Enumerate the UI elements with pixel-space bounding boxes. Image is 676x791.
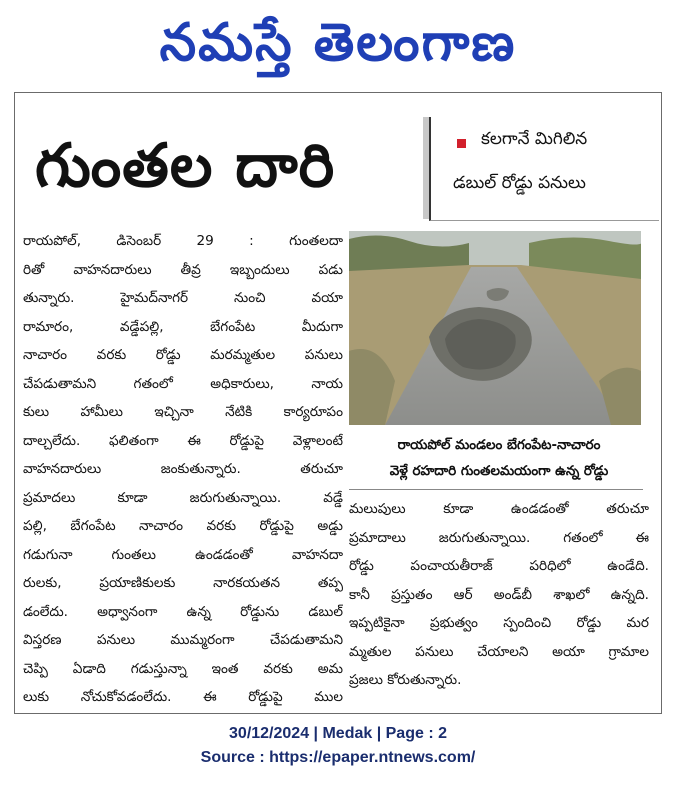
newspaper-masthead [0,0,676,86]
body-line: రితో వాహనదారులు తీవ్ర ఇబ్బందులు పడు [23,261,343,278]
body-line: ప్రమాదాలు జరుగుతున్నాయి. గతంలో ఈ [349,529,649,546]
subheadline-box [429,117,659,221]
article-headline: గుంతల దారి [35,131,336,201]
source-link[interactable]: Source : https://epaper.ntnews.com/ [200,749,476,766]
body-line: గడుగునా గుంతలు ఉండడంతో వాహనదా [23,546,343,563]
publication-meta: 30/12/2024 | Medak | Page : 2 [229,725,447,742]
body-line: దాల్చలేదు. ఫలితంగా ఈ రోడ్డుపై వెళ్లాలంటే [23,432,343,449]
caption-line-2: వెళ్లే రహదారి గుంతలమయంగా ఉన్న రోడ్డు [389,464,609,479]
body-line: కులు హామీలు ఇచ్చినా నేటికి కార్యరూపం [23,404,343,420]
road-photo-illustration [349,231,641,425]
body-line: ప్రజలు కోరుతున్నారు. [349,672,462,688]
article-right-column [349,495,649,695]
page-footer [0,722,676,770]
body-line: చేపడుతామని గతంలో అధికారులు, నాయ [23,375,343,392]
masthead-title: నమస్తే తెలంగాణ [159,13,517,73]
body-line: తున్నారు. హైమద్‌నాగర్ నుంచి వయా [23,290,343,306]
road-potholes-photo [349,231,641,425]
headline-block [35,121,415,211]
photo-caption [349,433,649,485]
body-line: కానీ ప్రస్తుతం ఆర్ అండ్‌బీ శాఖలో ఉన్నది. [349,586,649,603]
body-line: రామారం, వడ్డేపల్లి, బేగంపేట మీదుగా [23,318,343,335]
body-line: మ్మతుల పనులు చేయాలని అయా గ్రామాల [349,643,649,660]
body-line: ఇప్పటికైనా ప్రభుత్వం స్పందించి రోడ్డు మర [349,615,649,631]
body-line: రాయపోల్, డిసెంబర్ 29 : గుంతలదా [23,233,343,249]
body-line: పల్లి, బేగంపేట నాచారం వరకు రోడ్డుపై అడ్డు [23,518,343,534]
subheadline-line-1: కలగానే మిగిలిన [481,129,588,149]
body-line: చెప్పి ఏడాది గడుస్తున్నా ఇంత వరకు అమ [23,660,343,677]
body-line: రులకు, ప్రయాణికులకు నారకయతన తప్ప [23,575,343,591]
body-line: రోడ్డు పంచాయతీరాజ్ పరిధిలో ఉండేది. [349,558,649,574]
body-line: లుకు నోచుకోవడంలేదు. ఈ రోడ్డుపై ముల [23,689,343,705]
column-divider [349,489,643,490]
body-line: మలుపులు కూడా ఉండడంతో తరుచూ [349,501,649,517]
body-line: డంలేదు. అధ్వానంగా ఉన్న రోడ్డును డబుల్ [23,603,343,620]
red-bullet-icon [457,139,466,148]
caption-line-1: రాయపోల్ మండలం బేగంపేట-నాచారం [397,438,601,453]
body-line: విస్తరణ పనులు ముమ్మరంగా చేపడుతామని [23,632,343,648]
body-line: నాచారం వరకు రోడ్డు మరమ్మతుల పనులు [23,347,343,363]
subheadline-line-2: డబుల్ రోడ్డు పనులు [453,173,586,193]
body-line: ప్రమాదలు కూడా జరుగుతున్నాయి. వడ్డే [23,489,343,506]
news-clipping [14,92,662,714]
body-line: వాహనదారులు జంకుతున్నారు. తరుచూ [23,461,343,477]
article-left-column [23,227,343,712]
